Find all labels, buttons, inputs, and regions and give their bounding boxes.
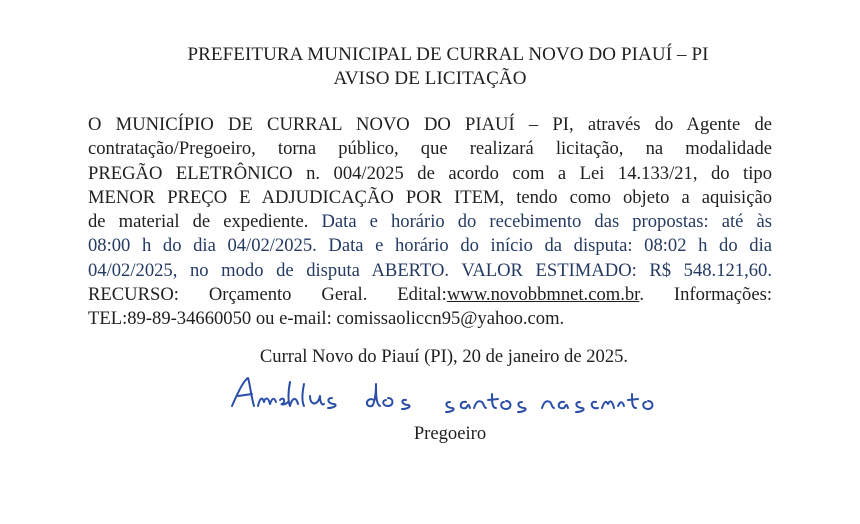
body-text-segment-dates: Data e horário do recebimento das propostas: até às [308,211,772,233]
body-line: 04/02/2025, no modo de disputa ABERTO. VALOR ESTIMADO: R$ 548.121,60. [88,259,772,281]
body-line: O MUNICÍPIO DE CURRAL NOVO DO PIAUÍ – PI, através do Agente de [88,114,772,135]
edital-link[interactable]: www.novobbmnet.com.br [446,284,640,306]
body-line: contratação/Pregoeiro, torna público, que realizará licitação, na modalidade [88,138,772,160]
body-line: PREGÃO ELETRÔNICO n. 004/2025 de acordo com a Lei 14.133/21, do tipo [88,162,772,184]
body-line [88,210,772,234]
place-date: Curral Novo do Piauí (PI), 20 de janeiro de 2025. [259,346,629,367]
body-line: 08:00 h do dia 04/02/2025. Data e horário do início da disputa: 08:02 h do dia [88,235,772,257]
body-text-segment: . Informações: [639,284,773,306]
signer-role: Pregoeiro [413,423,487,444]
body-line [88,283,772,307]
header-aviso: AVISO DE LICITAÇÃO [333,68,527,89]
document-header [0,43,860,91]
handwritten-signature [224,372,704,422]
header-prefeitura: PREFEITURA MUNICIPAL DE CURRAL NOVO DO PIAUÍ – PI [187,44,709,65]
body-text-segment: RECURSO: Orçamento Geral. Edital: [88,284,447,306]
body-line: TEL:89-89-34660050 ou e-mail: comissaoliccn95@yahoo.com. [88,308,565,330]
body-line: MENOR PREÇO E ADJUDICAÇÃO POR ITEM, tendo como objeto a aquisição [88,186,772,208]
body-text-segment: de material de expediente. [88,211,309,233]
notice-body [88,113,772,332]
